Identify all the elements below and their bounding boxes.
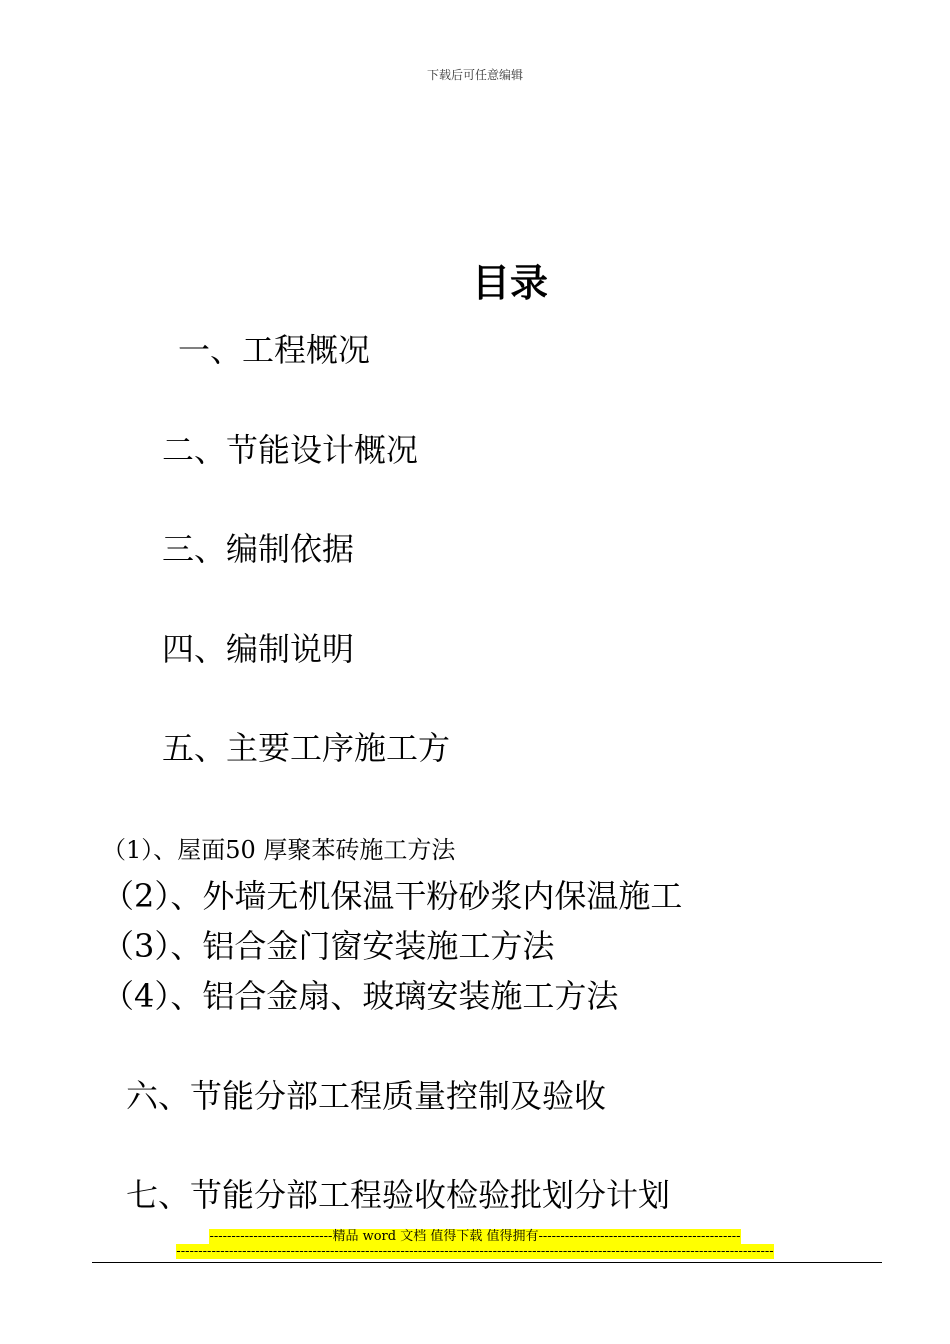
toc-item-4: 四、编制说明: [162, 630, 355, 668]
footer-banner-line-1: [0, 1230, 950, 1244]
footer-banner-line-2: [0, 1245, 950, 1259]
footer-banner-text-1: ----------------------------精品 word 文档 值得下载 值得拥有----------------------------------------------: [209, 1229, 741, 1244]
toc-item-3: 三、编制依据: [162, 530, 355, 568]
toc-item-2: 二、节能设计概况: [162, 431, 419, 469]
toc-subitem-1: （1）、屋面50 厚聚苯砖施工方法: [102, 836, 456, 864]
toc-item-5: 五、主要工序施工方: [162, 729, 451, 767]
toc-item-6: 六、节能分部工程质量控制及验收: [126, 1077, 607, 1115]
footer-banner-text-2: ----------------------------------------------------------------------------------------------------------------------------------------: [176, 1244, 774, 1259]
toc-subitem-3: （3）、铝合金门窗安装施工方法: [102, 927, 555, 965]
toc-subitem-4: （4）、铝合金扇、玻璃安装施工方法: [102, 977, 619, 1015]
header-note: 下载后可任意编辑: [426, 68, 523, 82]
toc-item-7: 七、节能分部工程验收检验批划分计划: [126, 1176, 671, 1214]
toc-title: 目录: [471, 261, 548, 305]
footer-divider: [92, 1262, 882, 1263]
toc-item-1: 一、工程概况: [178, 331, 371, 369]
toc-subitem-2: （2）、外墙无机保温干粉砂浆内保温施工: [102, 877, 683, 915]
